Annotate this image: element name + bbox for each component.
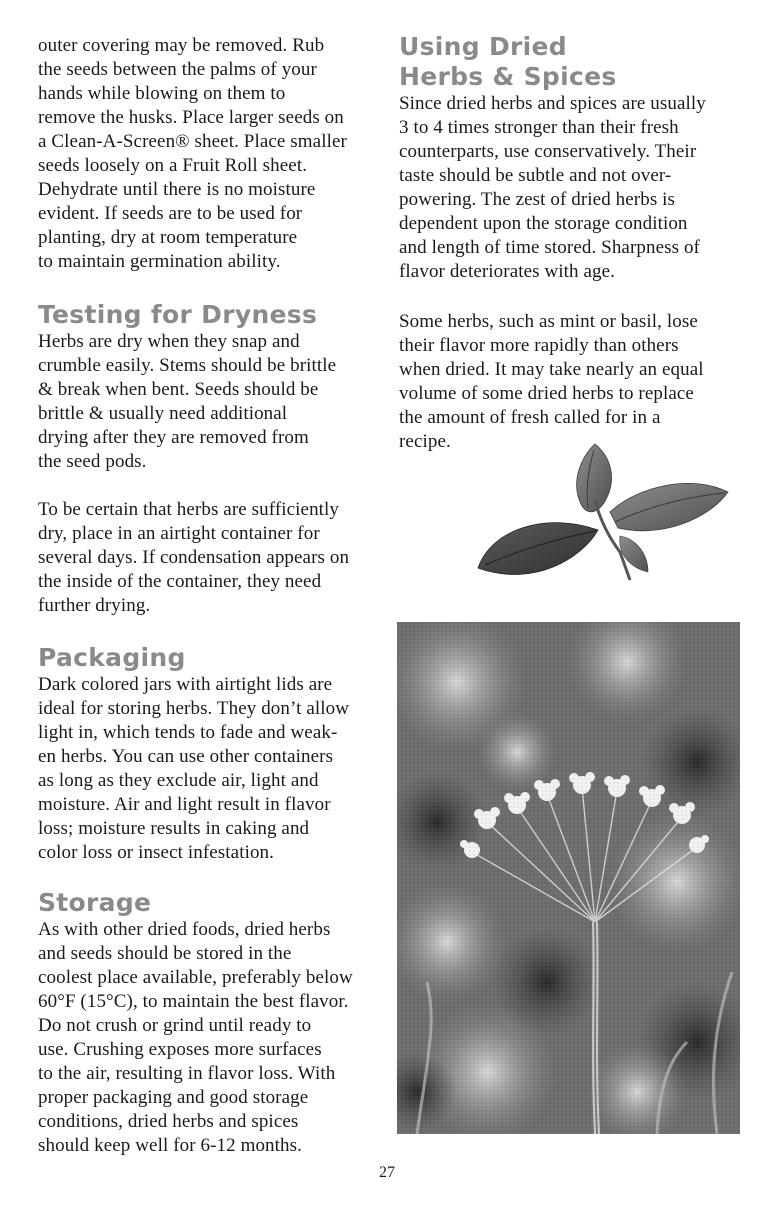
leaf-left (478, 523, 598, 575)
packaging-paragraph: Dark colored jars with airtight lids are ideal for storing herbs. They don’t allow light in, which tends to fade and weak- en herbs. You can use other containers as long as they exclude air, light and moisture. Air and light result in flavor loss; moisture results in caking and color loss or insect infestation. (38, 674, 350, 863)
page-number: 27 (379, 1164, 395, 1181)
seed-drying-paragraph: outer covering may be removed. Rub the seeds between the palms of your hands while blowing on them to remove the husks. Place larger seeds on a Clean-A-Screen® sheet. Place smaller seeds loosely on a Fruit Roll sheet. Dehydrate until there is no moisture evident. If seeds are to be used for planting, dry at room temperature to maintain germination ability. (38, 35, 347, 272)
herb-leaves-illustration (470, 440, 735, 590)
testing-paragraph-1: Herbs are dry when they snap and crumble easily. Stems should be brittle & break when bent. Seeds should be brittle & usually need additional drying after they are removed from the seed pods. (38, 331, 337, 472)
storage-heading: Storage (38, 888, 152, 917)
using-paragraph-1: Since dried herbs and spices are usually 3 to 4 times stronger than their fresh counterparts, use conservatively. Their taste should be subtle and not over- powering. The zest of dried herbs is dependent upon the storage condition and length of time stored. Sharpness of flavor deteriorates with age. (399, 93, 706, 282)
testing-paragraph-2: To be certain that herbs are sufficiently dry, place in an airtight container for several days. If condensation appears on the inside of the container, they need further drying. (38, 499, 350, 616)
using-paragraph-2: Some herbs, such as mint or basil, lose their flavor more rapidly than others when dried. It may take nearly an equal volume of some dried herbs to replace the amount of fresh called for in a recipe. (399, 311, 704, 452)
dill-flower-photo (397, 622, 740, 1134)
packaging-heading: Packaging (38, 643, 186, 672)
leaf-right (610, 483, 728, 530)
using-dried-herbs-heading: Using Dried Herbs & Spices (399, 32, 617, 91)
storage-paragraph: As with other dried foods, dried herbs and seeds should be stored in the coolest place available, preferably below 60°F (15°C), to maintain the best flavor. Do not crush or grind until ready to use. Crushing exposes more surfaces to the air, resulting in flavor loss. With proper packaging and good storage conditions, dried herbs and spices should keep well for 6-12 months. (38, 919, 353, 1156)
testing-for-dryness-heading: Testing for Dryness (38, 300, 318, 329)
